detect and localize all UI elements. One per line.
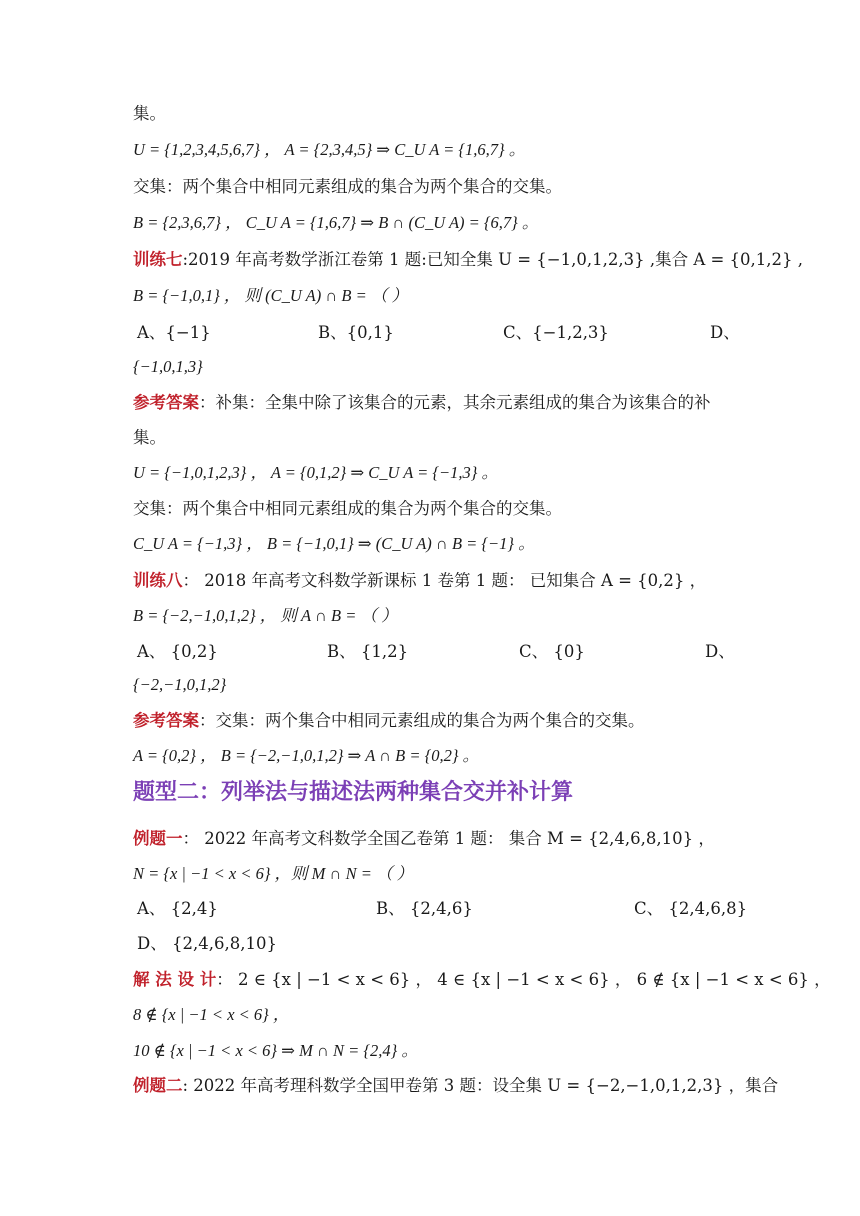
example-one-question (133, 828, 742, 850)
answer-label: 参考答案 (133, 393, 199, 412)
answer-text: ：交集：两个集合中相同元素组成的集合为两个集合的交集。 (199, 711, 645, 730)
question-text: ： 2022 年高考文科数学全国乙卷第 1 题： 集合 M = {2,4,6,8,10} ， (182, 829, 715, 848)
math-line: B = {−1,0,1} ， 则 (C_U A) ∩ B = （ ） (133, 286, 408, 305)
solution-label: 解 法 设 计 (133, 970, 217, 989)
answer-label: 参考答案 (133, 711, 199, 730)
question-text: ： 2018 年高考文科数学新课标 1 卷第 1 题： 已知集合 A = {0,2} ， (182, 571, 707, 590)
math-line: B = {−2,−1,0,1,2} ， 则 A ∩ B = （ ） (133, 606, 398, 625)
math-line: B = {2,3,6,7} ， C_U A = {1,6,7} ⇒ B ∩ (C_U A) = {6,7} 。 (133, 213, 539, 232)
option-a: A、 {0,2} (137, 642, 218, 661)
solution-design (133, 969, 831, 991)
option-b: B、{0,1} (318, 323, 394, 342)
option-a: A、{−1} (137, 323, 211, 342)
text-line: 交集：两个集合中相同元素组成的集合为两个集合的交集。 (133, 177, 562, 196)
math-line: U = {−1,0,1,2,3} ， A = {0,1,2} ⇒ C_U A = {−1,3} 。 (133, 463, 499, 482)
option-a: A、 {2,4} (137, 899, 218, 918)
math-line: A = {0,2} ， B = {−2,−1,0,1,2} ⇒ A ∩ B = {0,2} 。 (133, 746, 480, 765)
exercise-label: 训练八 (133, 571, 183, 590)
exercise-eight-question (133, 570, 742, 592)
exercise-seven-question (133, 249, 804, 271)
text-line: 交集：两个集合中相同元素组成的集合为两个集合的交集。 (133, 499, 562, 518)
math-line: U = {1,2,3,4,5,6,7} ， A = {2,3,4,5} ⇒ C_U A = {1,6,7} 。 (133, 140, 526, 159)
question-text: : 2022 年高考理科数学全国甲卷第 3 题：设全集 U = {−2,−1,0,1,2,3} ，集合 (182, 1076, 779, 1095)
option-b: B、 {2,4,6} (376, 899, 473, 918)
question-text: :2019 年高考数学浙江卷第 1 题:已知全集 U = {−1,0,1,2,3} ,集合 A = {0,1,2} , (182, 250, 804, 269)
text-line: 集。 (133, 104, 166, 123)
example-label: 例题二 (133, 1076, 183, 1095)
option-c: C、{−1,2,3} (503, 323, 609, 342)
math-line: 10 ∉ {x | −1 < x < 6} ⇒ M ∩ N = {2,4} 。 (133, 1041, 418, 1060)
exercise-label: 训练七 (133, 250, 183, 269)
option-d: D、 {2,4,6,8,10} (137, 934, 277, 953)
option-d-value: {−2,−1,0,1,2} (133, 675, 227, 694)
option-d-value: {−1,0,1,3} (133, 357, 203, 376)
answer-text: ：补集：全集中除了该集合的元素，其余元素组成的集合为该集合的补 (199, 393, 711, 412)
text-line: 集。 (133, 428, 166, 447)
math-line: N = {x | −1 < x < 6} ，则 M ∩ N = （ ） (133, 864, 414, 883)
answer-seven (133, 392, 742, 414)
answer-eight (133, 710, 742, 732)
option-d: D、 (705, 642, 735, 661)
option-d: D、 (710, 323, 740, 342)
math-line: C_U A = {−1,3} ， B = {−1,0,1} ⇒ (C_U A) ∩ B = {−1} 。 (133, 534, 535, 553)
example-two-question (133, 1075, 779, 1097)
option-c: C、 {2,4,6,8} (634, 899, 748, 918)
section-heading: 题型二：列举法与描述法两种集合交并补计算 (133, 780, 574, 805)
solution-text: ： 2 ∈ {x | −1 < x < 6} ， 4 ∈ {x | −1 < x < 6} ， 6 ∉ {x | −1 < x < 6} ， (216, 970, 831, 989)
math-line: 8 ∉ {x | −1 < x < 6} ， (133, 1005, 290, 1024)
option-b: B、 {1,2} (327, 642, 409, 661)
option-c: C、 {0} (519, 642, 585, 661)
example-label: 例题一 (133, 829, 183, 848)
